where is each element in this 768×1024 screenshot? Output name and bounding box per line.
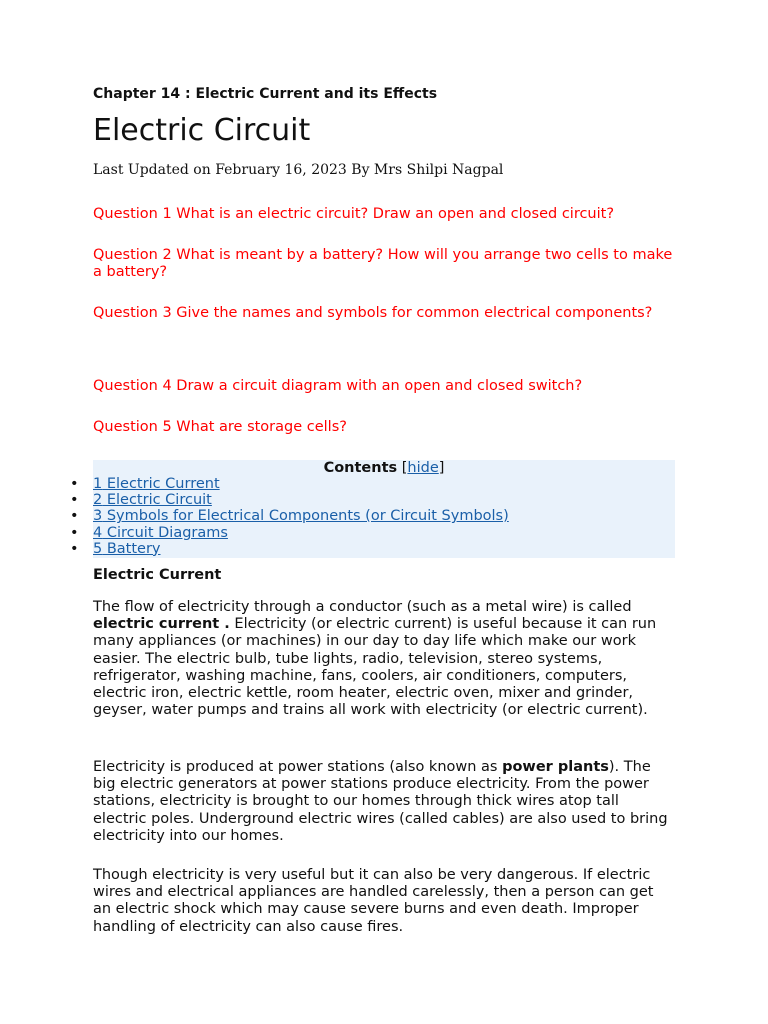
question-4: Question 4 Draw a circuit diagram with an open and closed switch? xyxy=(93,378,583,394)
toc-link-symbols[interactable]: 3 Symbols for Electrical Components (or Circuit Symbols) xyxy=(93,508,509,525)
question-2: Question 2 What is meant by a battery? How will you arrange two cells to make a battery? xyxy=(93,247,673,280)
question-5: Question 5 What are storage cells? xyxy=(93,419,347,435)
bullet-icon: • xyxy=(70,540,79,557)
bullet-icon: • xyxy=(70,524,79,541)
toc-link-electric-circuit[interactable]: 2 Electric Circuit xyxy=(93,492,212,509)
toc-item xyxy=(70,508,675,525)
toc-link-circuit-diagrams[interactable]: 4 Circuit Diagrams xyxy=(93,524,228,541)
toc-item xyxy=(70,540,675,557)
toc-heading: Contents xyxy=(323,460,398,476)
page-title: Electric Circuit xyxy=(93,113,311,148)
toc-item xyxy=(70,492,675,509)
toc-item xyxy=(70,476,675,492)
toc-header xyxy=(93,460,675,476)
paragraph-3: Though electricity is very useful but it can also be very dangerous. If electric wires and electrical appliances are handled carelessly, then a person can get an electric shock which may cause severe burns and even death. Improper handling of electricity can also cause fires. xyxy=(93,867,654,935)
toc-item xyxy=(70,524,675,541)
bullet-icon: • xyxy=(70,476,79,492)
toc-hide-link[interactable]: hide xyxy=(407,460,439,476)
toc-bracket-open: [ xyxy=(401,460,408,476)
question-3: Question 3 Give the names and symbols for common electrical components? xyxy=(93,305,653,321)
section-heading: Electric Current xyxy=(93,567,222,583)
toc-list xyxy=(70,476,675,557)
term-electric-current: electric current . xyxy=(93,616,230,633)
question-1: Question 1 What is an electric circuit? Draw an open and closed circuit? xyxy=(93,206,615,222)
table-of-contents xyxy=(70,460,675,558)
paragraph-2: Electricity is produced at power stations (also known as power plants). The big electric generators at power stations produce electricity. From the power stations, electricity is brought to our homes through thick wires atop tall electric poles. Underground electric wires (called cables) are also used to bring electricity into our homes. xyxy=(93,759,668,844)
byline: Last Updated on February 16, 2023 By Mrs Shilpi Nagpal xyxy=(93,162,504,178)
term-power-plants: power plants xyxy=(502,759,609,775)
toc-bracket-close: ] xyxy=(438,460,445,476)
toc-link-electric-current[interactable]: 1 Electric Current xyxy=(93,476,220,492)
chapter-label: Chapter 14 : Electric Current and its Effects xyxy=(93,86,438,102)
bullet-icon: • xyxy=(70,492,79,509)
toc-link-battery[interactable]: 5 Battery xyxy=(93,540,161,557)
paragraph-1: The flow of electricity through a conductor (such as a metal wire) is called electric current . Electricity (or electric current) is useful because it can run many appliances (or machines) in our day to day life which make our work easier. The electric bulb, tube lights, radio, television, stereo systems, refrigerator, washing machine, fans, coolers, air conditioners, computers, electric iron, electric kettle, room heater, electric oven, mixer and grinder, geyser, water pumps and trains all work with electricity (or electric current). xyxy=(93,599,657,719)
bullet-icon: • xyxy=(70,508,79,525)
